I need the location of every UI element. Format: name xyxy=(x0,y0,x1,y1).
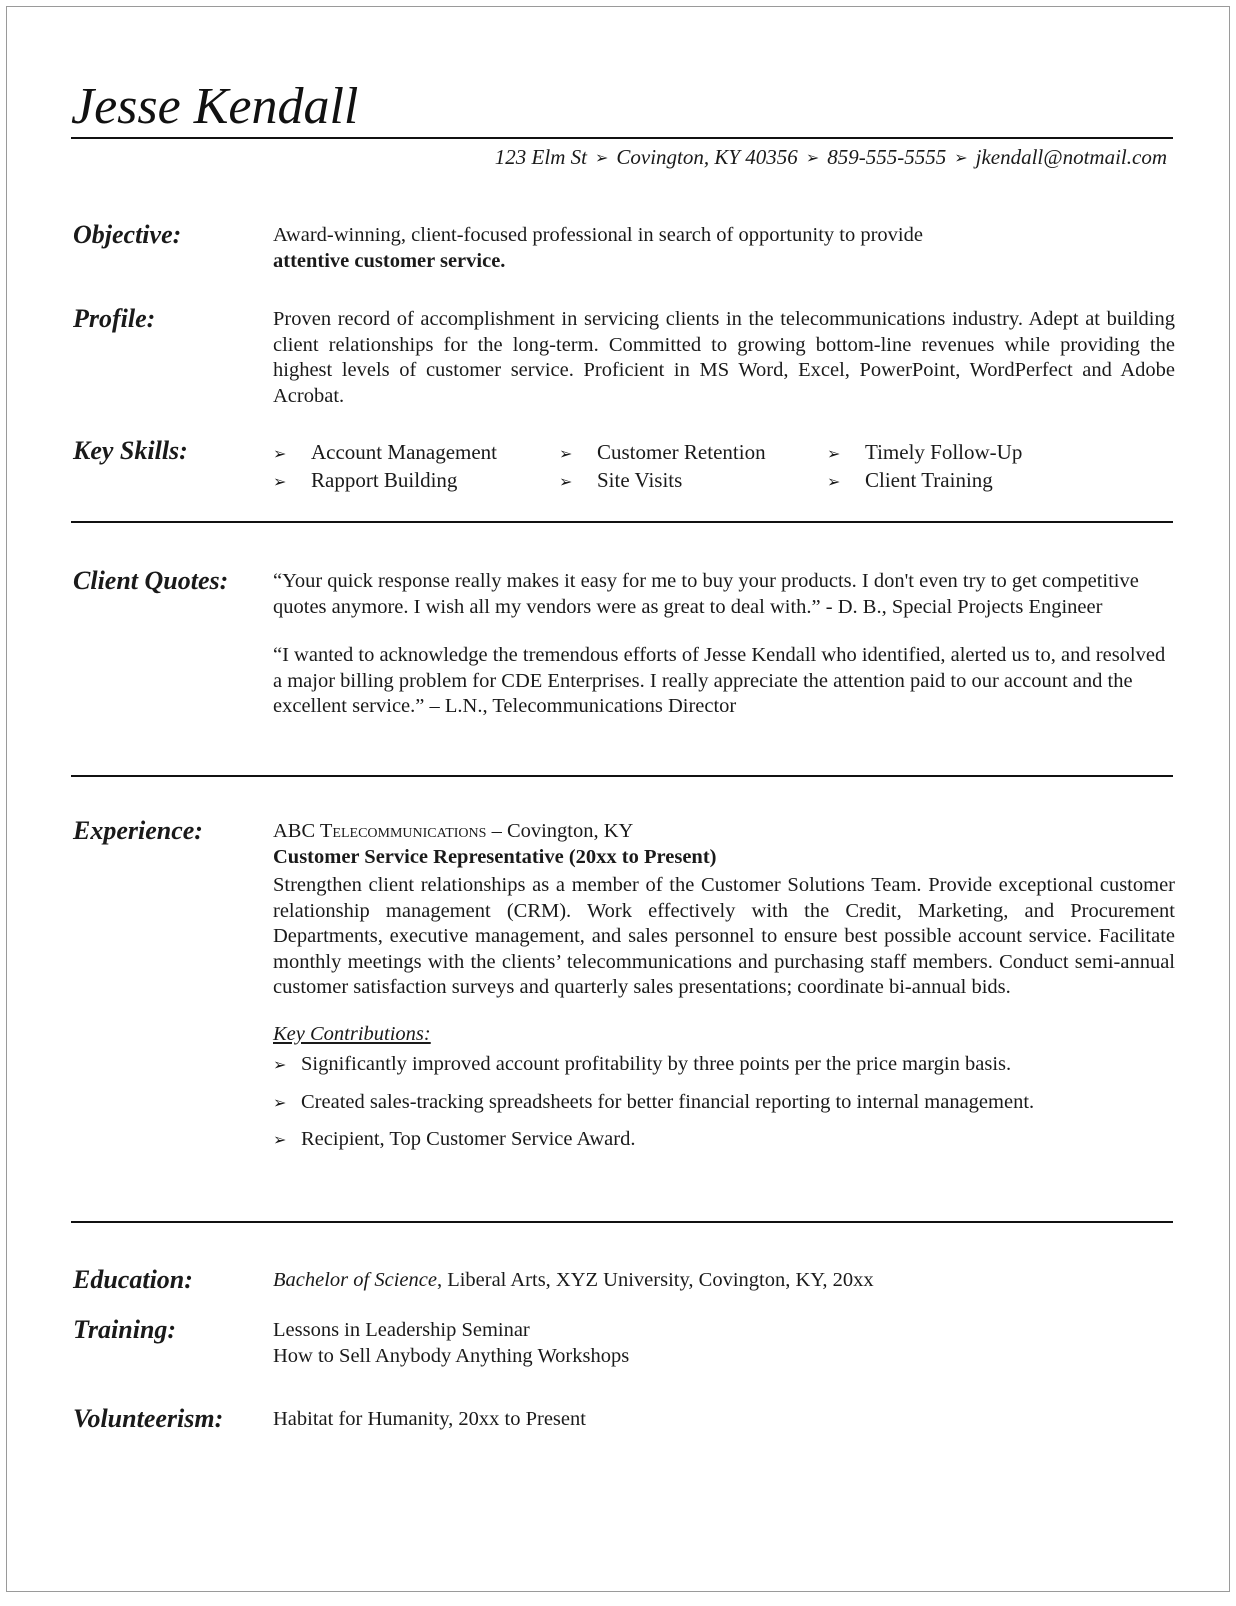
contribution-item: ➢ Significantly improved account profitability by three points per the price margin basis. xyxy=(273,1052,1175,1078)
employer-name: ABC Telecommunications xyxy=(273,820,487,842)
skill-item: ➢ Timely Follow-Up xyxy=(827,439,1127,467)
client-quote-1: “Your quick response really makes it easy for me to buy your products. I don't even try to get competitive quotes anymore. I wish all my vendors were as great to deal with.” - D. B., Special Projects Engineer xyxy=(273,570,1139,618)
profile-label: Profile: xyxy=(73,304,156,333)
training-item: Lessons in Leadership Seminar xyxy=(273,1319,530,1341)
training-label: Training: xyxy=(73,1315,177,1344)
objective-label: Objective: xyxy=(73,220,182,249)
separator-arrow-icon: ➢ xyxy=(954,150,968,167)
contribution-item: ➢ Created sales-tracking spreadsheets for better financial reporting to internal management. xyxy=(273,1090,1175,1116)
bullet-arrow-icon: ➢ xyxy=(273,1055,287,1074)
client-quote-2: “I wanted to acknowledge the tremendous efforts of Jesse Kendall who identified, alerted us to, and resolved a major billing problem for CDE Enterprises. I really appreciate the attention paid to our account and the excellent service.” – L.N., Telecommunications Director xyxy=(273,644,1166,717)
bullet-arrow-icon: ➢ xyxy=(559,472,573,491)
job-title: Customer Service Representative (20xx to Present) xyxy=(273,845,717,868)
experience-block xyxy=(273,819,1175,1153)
skill-item: ➢ Customer Retention xyxy=(559,439,827,467)
resume-page xyxy=(6,6,1230,1592)
bullet-arrow-icon: ➢ xyxy=(827,444,841,463)
degree: Bachelor of Science xyxy=(273,1269,437,1291)
contribution-item: ➢ Recipient, Top Customer Service Award. xyxy=(273,1127,1175,1153)
client-quotes-label: Client Quotes: xyxy=(73,566,229,595)
bullet-arrow-icon: ➢ xyxy=(273,1130,287,1149)
job-description: Strengthen client relationships as a member of the Customer Solutions Team. Provide exceptional customer relationship management (CRM). Work effectively with the Credit, Marketing, and Procurement Departments, executive management, and sales personnel to ensure best possible account service. Facilitate monthly meetings with the clients’ telecommunications and purchasing staff members. Conduct semi-annual customer satisfaction surveys and quarterly sales presentations; coordinate bi-annual bids. xyxy=(273,874,1175,998)
employer-location: – Covington, KY xyxy=(486,820,634,842)
header-rule xyxy=(71,137,1173,139)
training-item: How to Sell Anybody Anything Workshops xyxy=(273,1344,630,1367)
section-divider xyxy=(71,775,1173,777)
bullet-arrow-icon: ➢ xyxy=(273,444,287,463)
volunteerism-text: Habitat for Humanity, 20xx to Present xyxy=(273,1408,586,1430)
profile-text: Proven record of accomplishment in servicing clients in the telecommunications industry. Adept at building client relationships for the long-term. Committed to growing bottom-line revenues while providing the highest levels of customer service. Proficient in MS Word, Excel, PowerPoint, WordPerfect and Adobe Acrobat. xyxy=(273,308,1175,407)
key-contributions-heading: Key Contributions: xyxy=(273,1022,431,1045)
skill-item: ➢ Site Visits xyxy=(559,467,827,495)
objective-line-2: attentive customer service. xyxy=(273,249,506,272)
bullet-arrow-icon: ➢ xyxy=(559,444,573,463)
objective-line-1: Award-winning, client-focused professional in search of opportunity to provide xyxy=(273,224,923,246)
section-divider xyxy=(71,521,1173,523)
bullet-arrow-icon: ➢ xyxy=(273,1092,287,1112)
client-quotes-text xyxy=(273,569,1175,720)
email-link[interactable]: jkendall@notmail.com xyxy=(975,145,1167,169)
bullet-arrow-icon: ➢ xyxy=(273,472,287,491)
contact-line xyxy=(495,143,1167,174)
skill-item: ➢ Rapport Building xyxy=(273,467,559,495)
phone: 859-555-5555 xyxy=(827,145,947,169)
separator-arrow-icon: ➢ xyxy=(594,150,609,167)
separator-arrow-icon: ➢ xyxy=(805,150,820,167)
training-list xyxy=(273,1318,1175,1369)
skill-item: ➢ Client Training xyxy=(827,467,1127,495)
contributions-list xyxy=(273,1052,1175,1153)
key-skills-list xyxy=(273,439,1175,495)
experience-label: Experience: xyxy=(73,816,203,845)
employer-line xyxy=(273,819,1175,845)
skill-item: ➢ Account Management xyxy=(273,439,559,467)
address: 123 Elm St xyxy=(494,145,587,169)
section-divider xyxy=(71,1221,1173,1223)
volunteerism-label: Volunteerism: xyxy=(73,1404,224,1433)
education-label: Education: xyxy=(73,1265,193,1294)
education-details: , Liberal Arts, XYZ University, Covington, KY, 20xx xyxy=(436,1269,874,1291)
education-text xyxy=(273,1268,1175,1294)
objective-text xyxy=(273,223,1175,274)
city: Covington, KY 40356 xyxy=(616,145,798,169)
bullet-arrow-icon: ➢ xyxy=(827,472,841,491)
applicant-name: Jesse Kendall xyxy=(71,78,359,135)
key-skills-label: Key Skills: xyxy=(73,436,188,465)
